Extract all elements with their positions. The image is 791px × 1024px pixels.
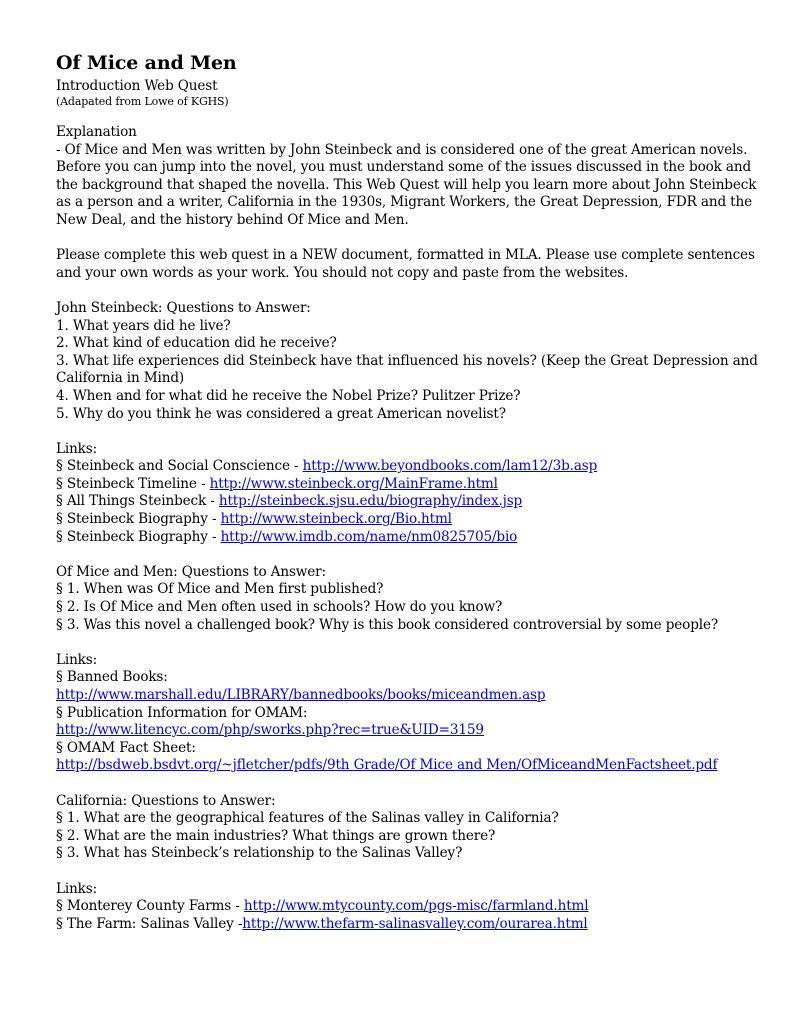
omam-link-label: § Banned Books: <box>56 669 168 686</box>
monterey-county-farms-link[interactable]: http://www.mtycounty.com/pgs-misc/farmland.html <box>243 898 589 915</box>
omam-questions-heading: Of Mice and Men: Questions to Answer: <box>56 563 326 580</box>
link-label: § Steinbeck Biography - <box>56 528 221 545</box>
california-link-item <box>56 898 761 916</box>
steinbeck-link-item <box>56 511 761 529</box>
steinbeck-link-item <box>56 529 761 547</box>
omam-question-item: § 2. Is Of Mice and Men often used in schools? How do you know? <box>56 599 503 616</box>
steinbeck-link-item <box>56 458 761 476</box>
link-label: § Steinbeck Timeline - <box>56 475 210 492</box>
omam-link-item <box>56 722 761 740</box>
steinbeck-link-item <box>56 476 761 494</box>
document-page <box>56 52 761 933</box>
steinbeck-question-item: 4. When and for what did he receive the Nobel Prize? Pulitzer Prize? <box>56 387 521 404</box>
instructions-paragraph: Please complete this web quest in a NEW document, formatted in MLA. Please use complete sentences and your own words as your work. You should not copy and paste from the websites. <box>56 247 755 281</box>
steinbeck-question-item: 1. What years did he live? <box>56 317 231 334</box>
omam-question-item: § 3. Was this novel a challenged book? Why is this book considered controversial by some people? <box>56 616 718 633</box>
explanation-heading: Explanation <box>56 124 137 140</box>
the-farm-salinas-valley-link[interactable]: http://www.thefarm-salinasvalley.com/ourarea.html <box>242 915 588 932</box>
steinbeck-questions-heading: John Steinbeck: Questions to Answer: <box>56 299 311 316</box>
all-things-steinbeck-link[interactable]: http://steinbeck.sjsu.edu/biography/index.jsp <box>218 493 523 510</box>
banned-books-link[interactable]: http://www.marshall.edu/LIBRARY/bannedbooks/books/miceandmen.asp <box>56 687 546 703</box>
steinbeck-imdb-biography-link[interactable]: http://www.imdb.com/name/nm0825705/bio <box>220 528 518 545</box>
steinbeck-question-item: 5. Why do you think he was considered a great American novelist? <box>56 405 506 422</box>
steinbeck-links-heading: Links: <box>56 440 98 457</box>
explanation-paragraph: - Of Mice and Men was written by John Steinbeck and is considered one of the great American novels. Before you can jump into the novel, you must understand some of the issues discussed in the book and the background that shaped the novella. This Web Quest will help you learn more about John Steinbeck as a person and a writer, California in the 1930s, Migrant Workers, the Great Depression, FDR and the New Deal, and the history behind Of Mice and Men. <box>56 141 757 228</box>
steinbeck-link-item <box>56 493 761 511</box>
california-question-item: § 2. What are the main industries? What things are grown there? <box>56 827 496 844</box>
steinbeck-biography-link[interactable]: http://www.steinbeck.org/Bio.html <box>220 511 452 528</box>
omam-links-heading: Links: <box>56 651 98 668</box>
omam-link-label: § Publication Information for OMAM: <box>56 704 308 721</box>
california-question-item: § 1. What are the geographical features of the Salinas valley in California? <box>56 810 559 827</box>
steinbeck-question-item: 2. What kind of education did he receive? <box>56 335 337 352</box>
document-subtitle: Introduction Web Quest <box>56 78 218 94</box>
link-label: § Steinbeck and Social Conscience - <box>56 458 303 475</box>
steinbeck-question-item: 3. What life experiences did Steinbeck have that influenced his novels? (Keep the Great Depression and California in Mind) <box>56 352 758 387</box>
link-label: § Monterey County Farms - <box>56 898 244 915</box>
omam-link-label: § OMAM Fact Sheet: <box>56 739 196 756</box>
omam-link-item <box>56 757 761 775</box>
omam-question-item: § 1. When was Of Mice and Men first published? <box>56 581 384 598</box>
california-question-item: § 3. What has Steinbeck’s relationship to the Salinas Valley? <box>56 845 463 862</box>
california-links-heading: Links: <box>56 880 98 897</box>
publication-info-link[interactable]: http://www.litencyc.com/php/sworks.php?rec=true&UID=3159 <box>56 722 484 739</box>
link-label: § The Farm: Salinas Valley - <box>56 915 243 932</box>
link-label: § All Things Steinbeck - <box>56 493 219 510</box>
steinbeck-social-conscience-link[interactable]: http://www.beyondbooks.com/lam12/3b.asp <box>302 458 598 475</box>
document-title: Of Mice and Men <box>56 52 237 74</box>
link-label: § Steinbeck Biography - <box>56 511 221 528</box>
california-link-item <box>56 916 761 934</box>
california-questions-heading: California: Questions to Answer: <box>56 792 276 809</box>
steinbeck-timeline-link[interactable]: http://www.steinbeck.org/MainFrame.html <box>209 475 498 492</box>
adapted-note: (Adapated from Lowe of KGHS) <box>56 95 229 108</box>
omam-fact-sheet-link[interactable]: http://bsdweb.bsdvt.org/~jfletcher/pdfs/9th Grade/Of Mice and Men/OfMiceandMenFactsheet.pdf <box>56 757 718 774</box>
omam-link-item <box>56 687 761 705</box>
